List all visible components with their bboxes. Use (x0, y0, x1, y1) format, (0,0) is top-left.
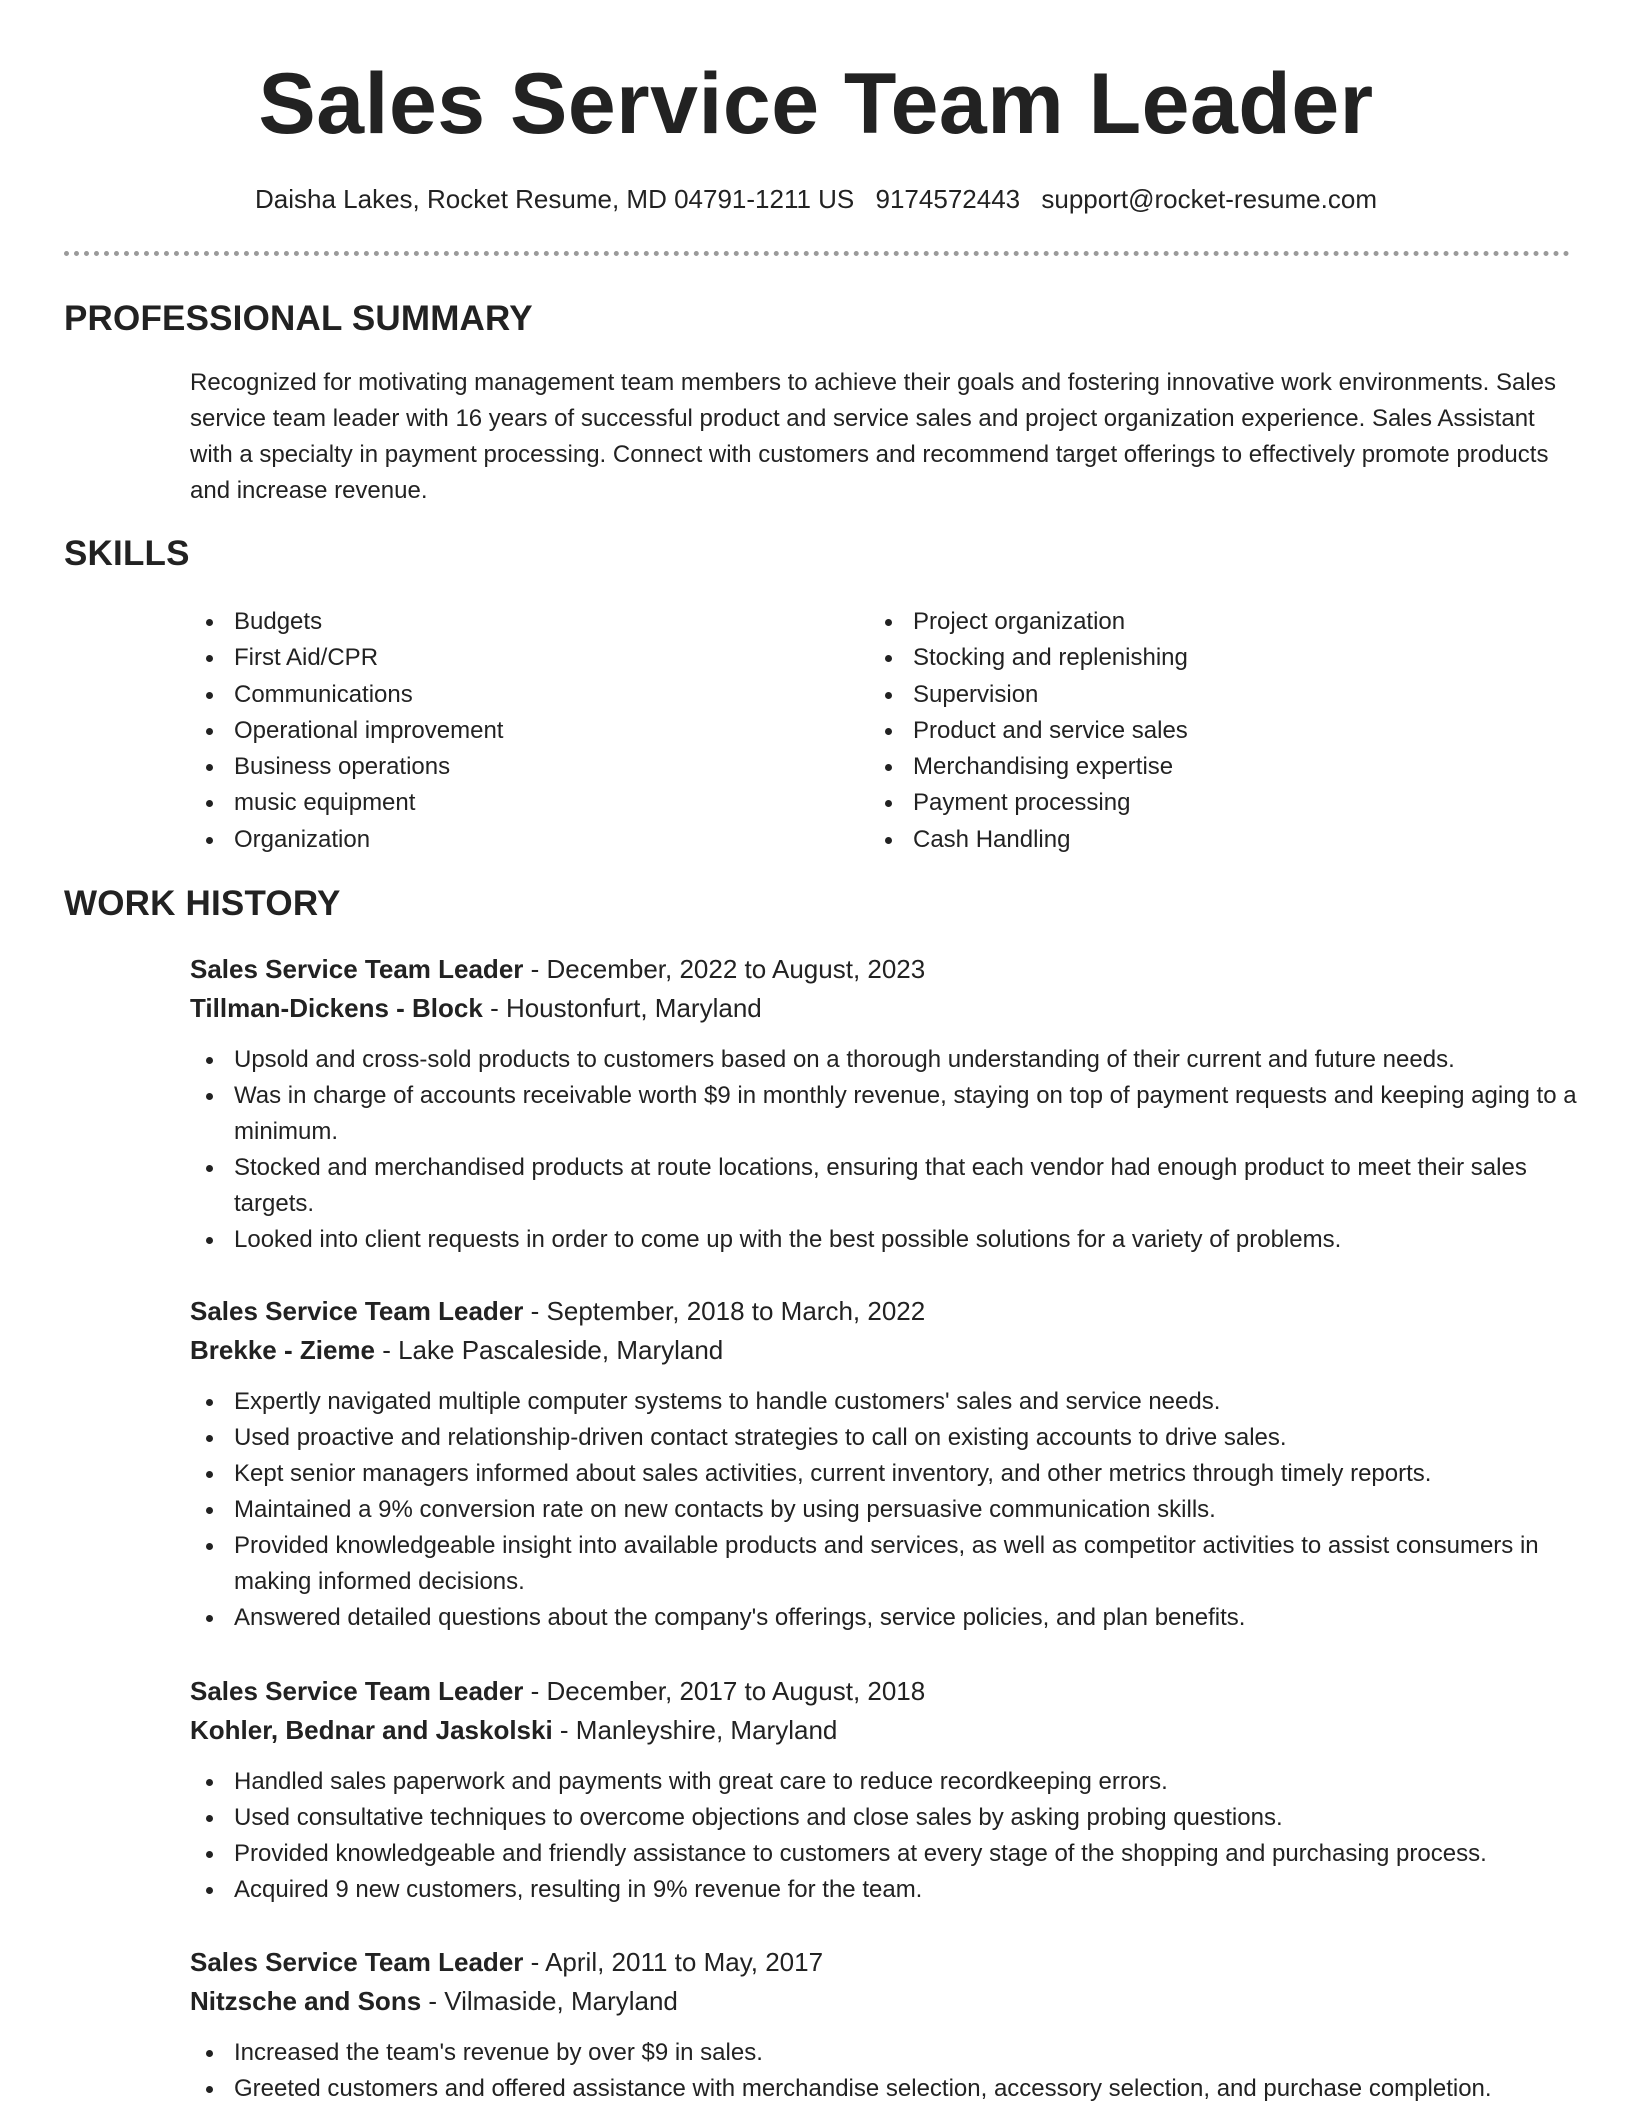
job-location: - Houstonfurt, Maryland (482, 993, 762, 1023)
skill-item: Organization (190, 822, 503, 858)
header-divider (64, 251, 1570, 256)
skill-item: Project organization (869, 604, 1188, 640)
job-company: Brekke - Zieme (190, 1335, 375, 1365)
skill-item: Cash Handling (869, 822, 1188, 858)
skill-item: Communications (190, 677, 503, 713)
skills-heading: SKILLS (64, 534, 190, 573)
job-bullet: Kept senior managers informed about sales activities, current inventory, and other metrics through timely reports. (190, 1456, 1580, 1492)
job-dates: - December, 2022 to August, 2023 (523, 954, 926, 984)
job-title-line (190, 1672, 1580, 1711)
job-bullets (190, 1764, 1580, 1908)
job-bullet: Expertly navigated multiple computer systems to handle customers' sales and service needs. (190, 1384, 1580, 1420)
contact-email: support@rocket-resume.com (1041, 184, 1377, 214)
job-entry (190, 1672, 1580, 1908)
job-bullet: Used proactive and relationship-driven contact strategies to call on existing accounts to drive sales. (190, 1420, 1580, 1456)
job-company: Nitzsche and Sons (190, 1986, 422, 2016)
job-dates: - April, 2011 to May, 2017 (523, 1947, 824, 1977)
job-title-line (190, 950, 1580, 989)
work-history-heading: WORK HISTORY (64, 884, 341, 923)
job-company-line (190, 1331, 1580, 1370)
skill-item: music equipment (190, 785, 503, 821)
job-bullet: Provided knowledgeable and friendly assistance to customers at every stage of the shopping and purchasing process. (190, 1836, 1580, 1872)
job-bullets (190, 1042, 1580, 1258)
summary-heading: PROFESSIONAL SUMMARY (64, 299, 533, 338)
skill-item: Budgets (190, 604, 503, 640)
job-company: Kohler, Bednar and Jaskolski (190, 1715, 553, 1745)
skills-list-left (190, 604, 503, 858)
skill-item: Merchandising expertise (869, 749, 1188, 785)
job-role: Sales Service Team Leader (190, 954, 524, 984)
job-role: Sales Service Team Leader (190, 1296, 524, 1326)
job-bullet: Greeted customers and offered assistance with merchandise selection, accessory selection, and purchase completion. (190, 2071, 1580, 2107)
job-company-line (190, 1982, 1580, 2021)
skill-item: Product and service sales (869, 713, 1188, 749)
job-bullet: Stocked and merchandised products at route locations, ensuring that each vendor had enough product to meet their sales targets. (190, 1150, 1580, 1222)
job-location: - Vilmaside, Maryland (421, 1986, 678, 2016)
job-bullet: Upsold and cross-sold products to customers based on a thorough understanding of their current and future needs. (190, 1042, 1580, 1078)
summary-text: Recognized for motivating management team members to achieve their goals and fostering innovative work environments. Sales service team leader with 16 years of successful product and service sales and project organization experience. Sales Assistant with a specialty in payment processing. Connect with customers and recommend target offerings to effectively promote products and increase revenue. (190, 369, 1557, 504)
job-entry (190, 1292, 1580, 1636)
job-bullet: Answered detailed questions about the company's offerings, service policies, and plan benefits. (190, 1600, 1580, 1636)
contact-line (0, 181, 1632, 217)
contact-phone: 9174572443 (875, 184, 1021, 214)
job-bullet: Used consultative techniques to overcome objections and close sales by asking probing questions. (190, 1800, 1580, 1836)
skill-item: First Aid/CPR (190, 640, 503, 676)
job-bullet: Was in charge of accounts receivable worth $9 in monthly revenue, staying on top of payment requests and keeping aging to a minimum. (190, 1078, 1580, 1150)
resume-name: Sales Service Team Leader (258, 56, 1374, 152)
job-title-line (190, 1292, 1580, 1331)
skills-list-right (869, 604, 1188, 858)
job-bullet: Looked into client requests in order to come up with the best possible solutions for a variety of problems. (190, 1222, 1580, 1258)
job-company-line (190, 1711, 1580, 1750)
job-bullet: Handled sales paperwork and payments with great care to reduce recordkeeping errors. (190, 1764, 1580, 1800)
job-bullet: Maintained a 9% conversion rate on new contacts by using persuasive communication skills. (190, 1492, 1580, 1528)
job-entry (190, 1943, 1580, 2107)
job-entry (190, 950, 1580, 1258)
job-bullet: Acquired 9 new customers, resulting in 9% revenue for the team. (190, 1872, 1580, 1908)
skill-item: Stocking and replenishing (869, 640, 1188, 676)
job-dates: - September, 2018 to March, 2022 (523, 1296, 926, 1326)
skill-item: Operational improvement (190, 713, 503, 749)
job-bullet: Increased the team's revenue by over $9 in sales. (190, 2035, 1580, 2071)
job-location: - Manleyshire, Maryland (552, 1715, 838, 1745)
job-company: Tillman-Dickens - Block (190, 993, 483, 1023)
contact-address: Daisha Lakes, Rocket Resume, MD 04791-1211 US (255, 184, 855, 214)
job-bullet: Provided knowledgeable insight into available products and services, as well as competitor activities to assist consumers in making informed decisions. (190, 1528, 1580, 1600)
skill-item: Supervision (869, 677, 1188, 713)
job-dates: - December, 2017 to August, 2018 (523, 1676, 926, 1706)
job-role: Sales Service Team Leader (190, 1676, 524, 1706)
job-title-line (190, 1943, 1580, 1982)
job-company-line (190, 989, 1580, 1028)
skill-item: Business operations (190, 749, 503, 785)
job-bullets (190, 1384, 1580, 1636)
job-bullets (190, 2035, 1580, 2107)
job-location: - Lake Pascaleside, Maryland (374, 1335, 724, 1365)
job-role: Sales Service Team Leader (190, 1947, 524, 1977)
skill-item: Payment processing (869, 785, 1188, 821)
